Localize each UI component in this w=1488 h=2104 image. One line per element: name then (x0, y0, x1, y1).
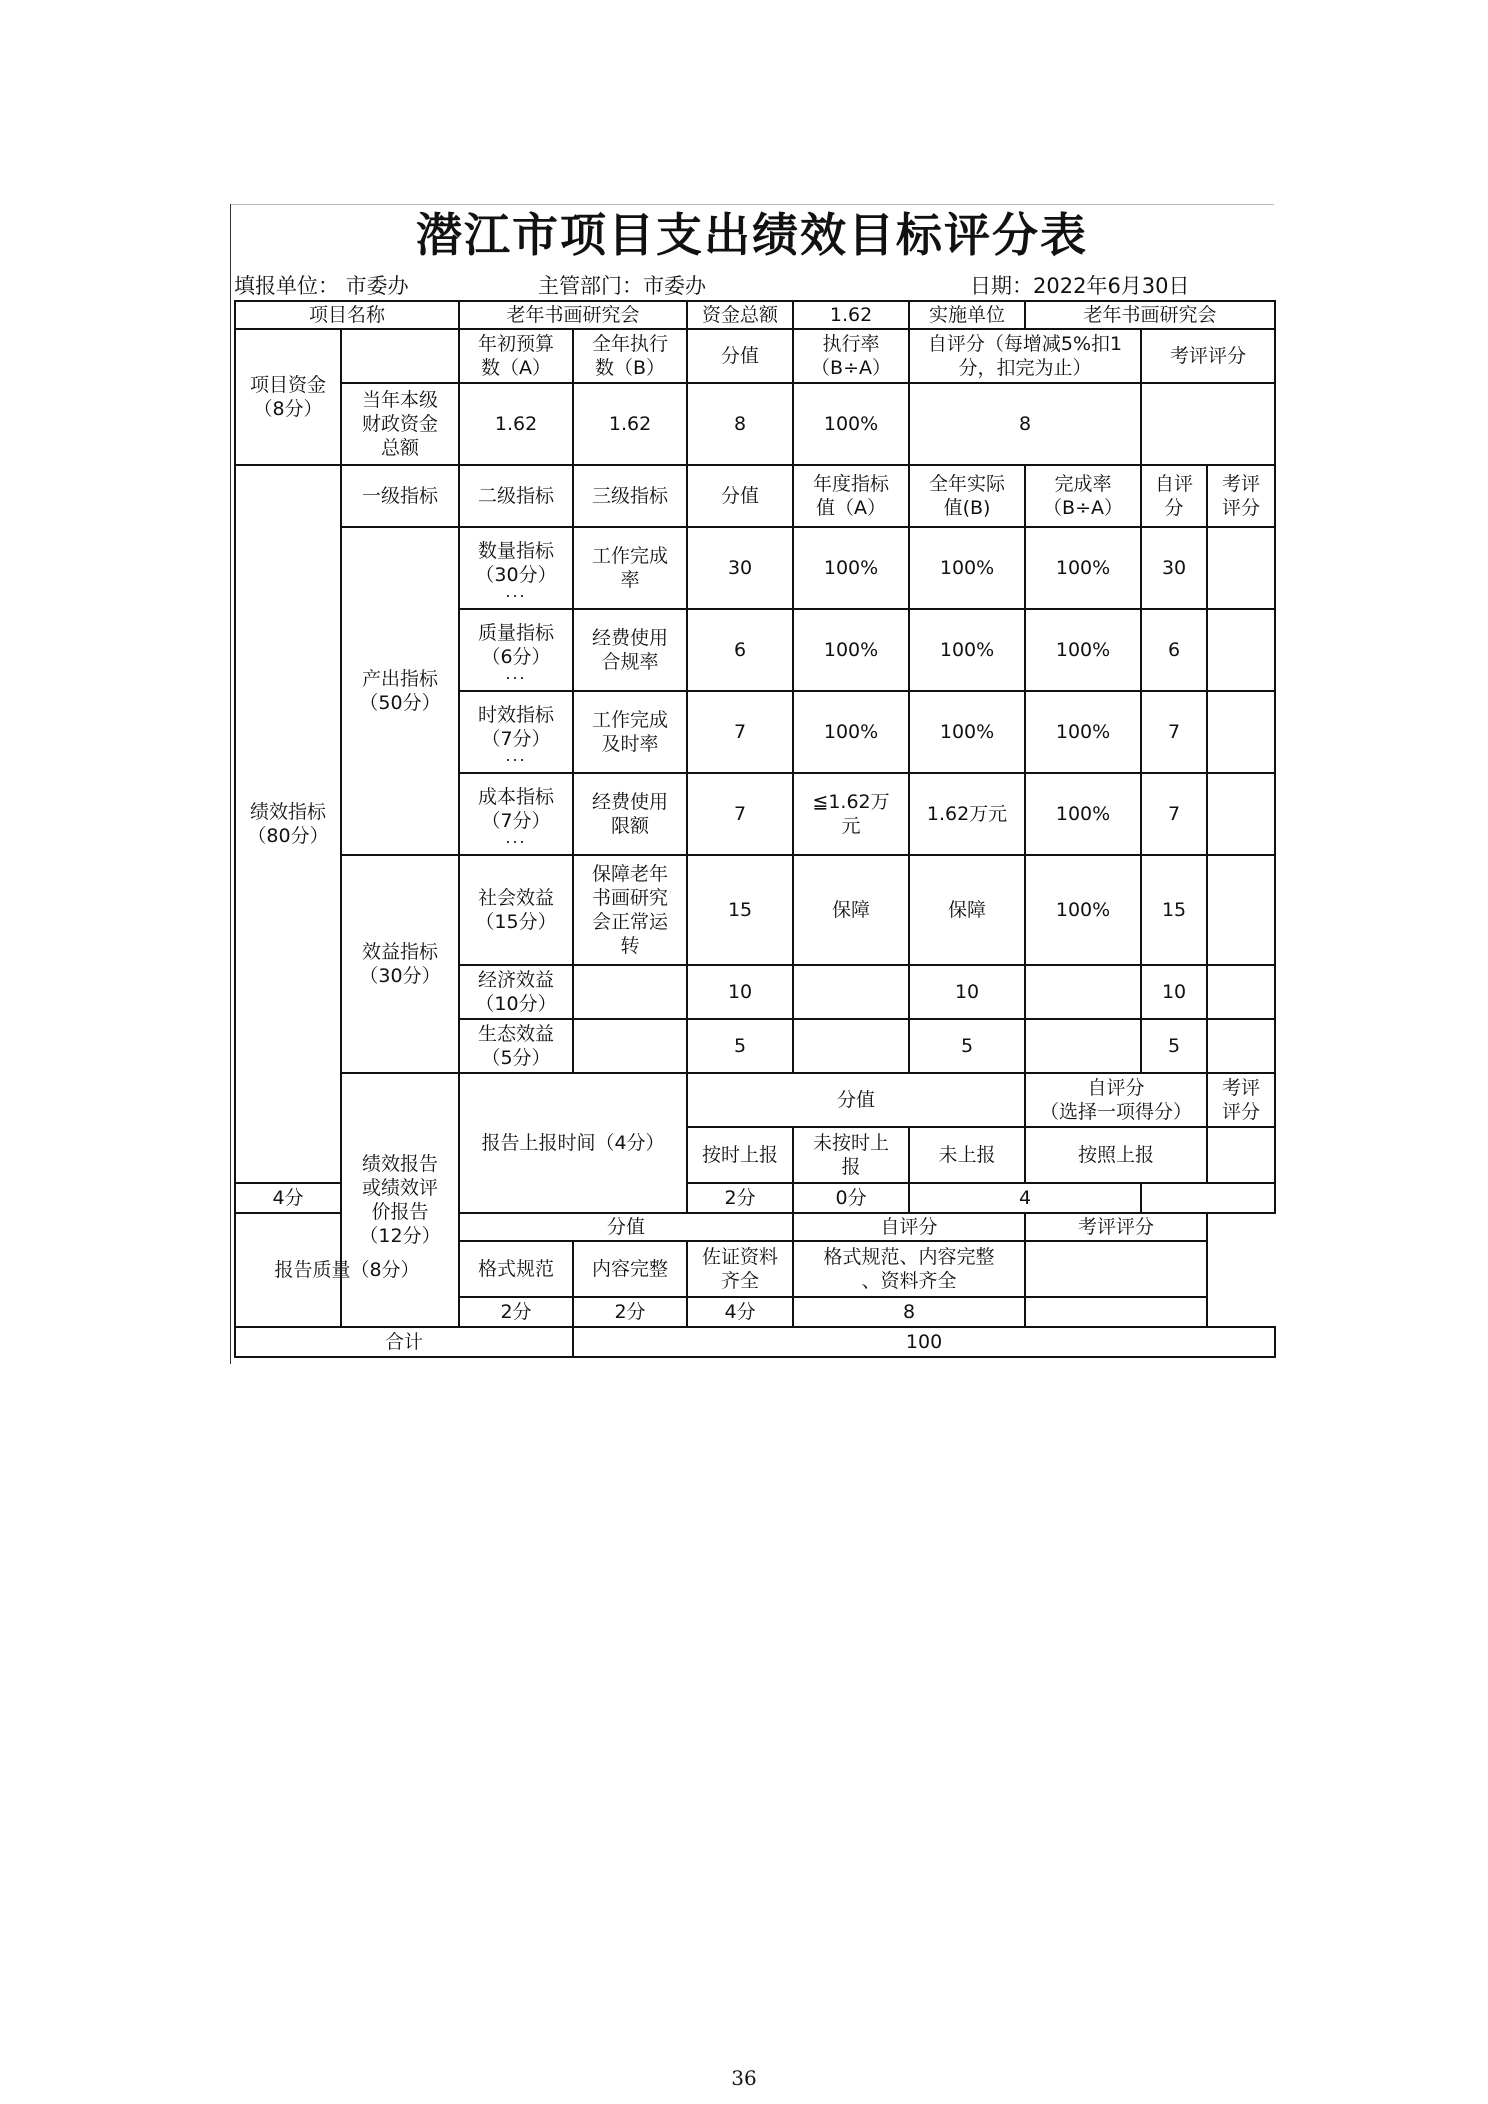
report-self-time-score: 4 (909, 1183, 1141, 1213)
h-level3: 三级指标 (573, 465, 687, 527)
page-number: 36 (731, 2066, 757, 2090)
actual-cell: 5 (909, 1019, 1025, 1073)
report-self-label: 自评分 （选择一项得分） (1025, 1073, 1207, 1127)
h-rate: 完成率 （B÷A） (1025, 465, 1141, 527)
target-cell (793, 965, 909, 1019)
review-cell (1207, 691, 1275, 773)
col-score: 分值 (687, 329, 793, 383)
pts-format: 2分 (459, 1297, 573, 1327)
h-score: 分值 (687, 465, 793, 527)
rate-cell (1025, 965, 1141, 1019)
pts-none: 0分 (793, 1183, 909, 1213)
l2-cell: 生态效益 （5分） (459, 1019, 573, 1073)
score-cell: 15 (687, 855, 793, 965)
perf-header-row (235, 465, 1275, 527)
opt-format: 格式规范 (459, 1241, 573, 1297)
q-self-score: 8 (793, 1297, 1025, 1327)
pts-late: 2分 (687, 1183, 793, 1213)
fund-exec: 1.62 (573, 383, 687, 465)
score-cell: 7 (687, 691, 793, 773)
review-cell (1207, 527, 1275, 609)
target-cell (793, 1019, 909, 1073)
col-review: 考评评分 (1141, 329, 1275, 383)
fund-rate: 100% (793, 383, 909, 465)
q-self-choice: 格式规范、内容完整 、资料齐全 (793, 1241, 1025, 1297)
report-section-label: 绩效报告 或绩效评 价报告 （12分） (341, 1073, 459, 1327)
score-cell: 10 (687, 965, 793, 1019)
l3-cell: 工作完成 率 (573, 527, 687, 609)
fund-total-label: 资金总额 (687, 301, 793, 329)
rate-cell (1025, 1019, 1141, 1073)
page-title: 潜江市项目支出绩效目标评分表 (416, 208, 1088, 262)
fill-info-row (230, 266, 1274, 300)
self-cell: 5 (1141, 1019, 1207, 1073)
pts-docs: 4分 (687, 1297, 793, 1327)
q-self-label: 自评分 (793, 1213, 1025, 1241)
h-level2: 二级指标 (459, 465, 573, 527)
q-review-label: 考评评分 (1025, 1213, 1207, 1241)
rate-cell: 100% (1025, 773, 1141, 855)
score-sheet (230, 204, 1274, 1364)
fund-row-label: 当年本级 财政资金 总额 (341, 383, 459, 465)
perf-section-label: 绩效指标 （80分） (235, 465, 341, 1183)
project-name: 老年书画研究会 (459, 301, 687, 329)
review-cell (1207, 609, 1275, 691)
target-cell: 保障 (793, 855, 909, 965)
total-row (235, 1327, 1275, 1357)
l2-cell: 经济效益 （10分） (459, 965, 573, 1019)
target-cell: ≦1.62万 元 (793, 773, 909, 855)
project-name-label: 项目名称 (235, 301, 459, 329)
rate-cell: 100% (1025, 609, 1141, 691)
fund-data-row (235, 383, 1275, 465)
actual-cell: 10 (909, 965, 1025, 1019)
q-review-score (1025, 1297, 1207, 1327)
score-cell: 7 (687, 773, 793, 855)
h-level1: 一级指标 (341, 465, 459, 527)
self-cell: 7 (1141, 691, 1207, 773)
target-cell: 100% (793, 527, 909, 609)
table-row (235, 855, 1275, 965)
score-cell: 5 (687, 1019, 793, 1073)
fund-header-row (235, 329, 1275, 383)
target-cell: 100% (793, 609, 909, 691)
l2-cell (459, 773, 573, 855)
total-value: 100 (573, 1327, 1275, 1357)
opt-docs: 佐证资料 齐全 (687, 1241, 793, 1297)
actual-cell: 1.62万元 (909, 773, 1025, 855)
review-cell (1207, 855, 1275, 965)
q-score-label: 分值 (459, 1213, 793, 1241)
col-budget: 年初预算 数（A） (459, 329, 573, 383)
col-exec: 全年执行 数（B） (573, 329, 687, 383)
self-cell: 30 (1141, 527, 1207, 609)
l3-cell (573, 965, 687, 1019)
l2-cell: 社会效益 （15分） (459, 855, 573, 965)
actual-cell: 100% (909, 691, 1025, 773)
ellipsis-text: ... (505, 828, 527, 847)
rate-cell: 100% (1025, 855, 1141, 965)
h-review: 考评 评分 (1207, 465, 1275, 527)
self-cell: 10 (1141, 965, 1207, 1019)
report-quality-label: 报告质量（8分） (235, 1213, 459, 1327)
score-table (234, 300, 1276, 1358)
pts-ontime: 4分 (235, 1183, 341, 1213)
opt-none: 未上报 (909, 1127, 1025, 1183)
report-review-label: 考评 评分 (1207, 1073, 1275, 1127)
l3-cell: 保障老年 书画研究 会正常运 转 (573, 855, 687, 965)
opt-late: 未按时上 报 (793, 1127, 909, 1183)
pts-content: 2分 (573, 1297, 687, 1327)
col-rate: 执行率 （B÷A） (793, 329, 909, 383)
report-time-label: 报告上报时间（4分） (459, 1073, 687, 1213)
fund-score: 8 (687, 383, 793, 465)
rate-cell: 100% (1025, 691, 1141, 773)
fill-unit: 填报单位： 市委办 (234, 274, 409, 298)
h-actual: 全年实际 值(B) (909, 465, 1025, 527)
actual-cell: 保障 (909, 855, 1025, 965)
report-time-header-row (235, 1073, 1275, 1127)
score-cell: 30 (687, 527, 793, 609)
target-cell: 100% (793, 691, 909, 773)
l2-text: 成本指标 （7分） (478, 786, 555, 832)
self-cell: 15 (1141, 855, 1207, 965)
report-review-time-score (1141, 1183, 1275, 1213)
fund-self: 8 (909, 383, 1141, 465)
opt-content: 内容完整 (573, 1241, 687, 1297)
report-score-label: 分值 (687, 1073, 1025, 1127)
col-self: 自评分（每增减5%扣1 分，扣完为止） (909, 329, 1141, 383)
h-self: 自评 分 (1141, 465, 1207, 527)
fund-section-label: 项目资金 （8分） (235, 329, 341, 465)
opt-ontime: 按时上报 (687, 1127, 793, 1183)
ellipsis-text: ... (505, 582, 527, 601)
l3-cell (573, 1019, 687, 1073)
rate-cell: 100% (1025, 527, 1141, 609)
impl-unit: 老年书画研究会 (1025, 301, 1275, 329)
benefit-label: 效益指标 （30分） (341, 855, 459, 1073)
l3-cell: 经费使用 合规率 (573, 609, 687, 691)
score-cell: 6 (687, 609, 793, 691)
l2-text: 数量指标 （30分） (475, 540, 557, 586)
h-target: 年度指标 值（A） (793, 465, 909, 527)
sheet-left-border (230, 204, 231, 1364)
l2-cell (459, 609, 573, 691)
self-cell: 6 (1141, 609, 1207, 691)
fund-blank-cell (341, 329, 459, 383)
l2-cell (459, 691, 573, 773)
table-row (235, 527, 1275, 609)
fund-total: 1.62 (793, 301, 909, 329)
fund-budget: 1.62 (459, 383, 573, 465)
self-cell: 7 (1141, 773, 1207, 855)
project-row (235, 301, 1275, 329)
output-label: 产出指标 （50分） (341, 527, 459, 855)
l2-cell (459, 527, 573, 609)
l3-cell: 工作完成 及时率 (573, 691, 687, 773)
actual-cell: 100% (909, 527, 1025, 609)
ellipsis-text: ... (505, 746, 527, 765)
review-cell (1207, 1019, 1275, 1073)
actual-cell: 100% (909, 609, 1025, 691)
report-review-value (1207, 1127, 1275, 1183)
review-cell (1207, 773, 1275, 855)
l2-text: 质量指标 （6分） (478, 622, 555, 668)
total-label: 合计 (235, 1327, 573, 1357)
report-self-choice: 按照上报 (1025, 1127, 1207, 1183)
impl-unit-label: 实施单位 (909, 301, 1025, 329)
fill-date: 日期：2022年6月30日 (970, 274, 1190, 298)
l3-cell: 经费使用 限额 (573, 773, 687, 855)
q-review-value (1025, 1241, 1207, 1297)
ellipsis-text: ... (505, 664, 527, 683)
review-cell (1207, 965, 1275, 1019)
supervisor-dept: 主管部门：市委办 (538, 274, 706, 298)
l2-text: 时效指标 （7分） (478, 704, 555, 750)
fund-review (1141, 383, 1275, 465)
